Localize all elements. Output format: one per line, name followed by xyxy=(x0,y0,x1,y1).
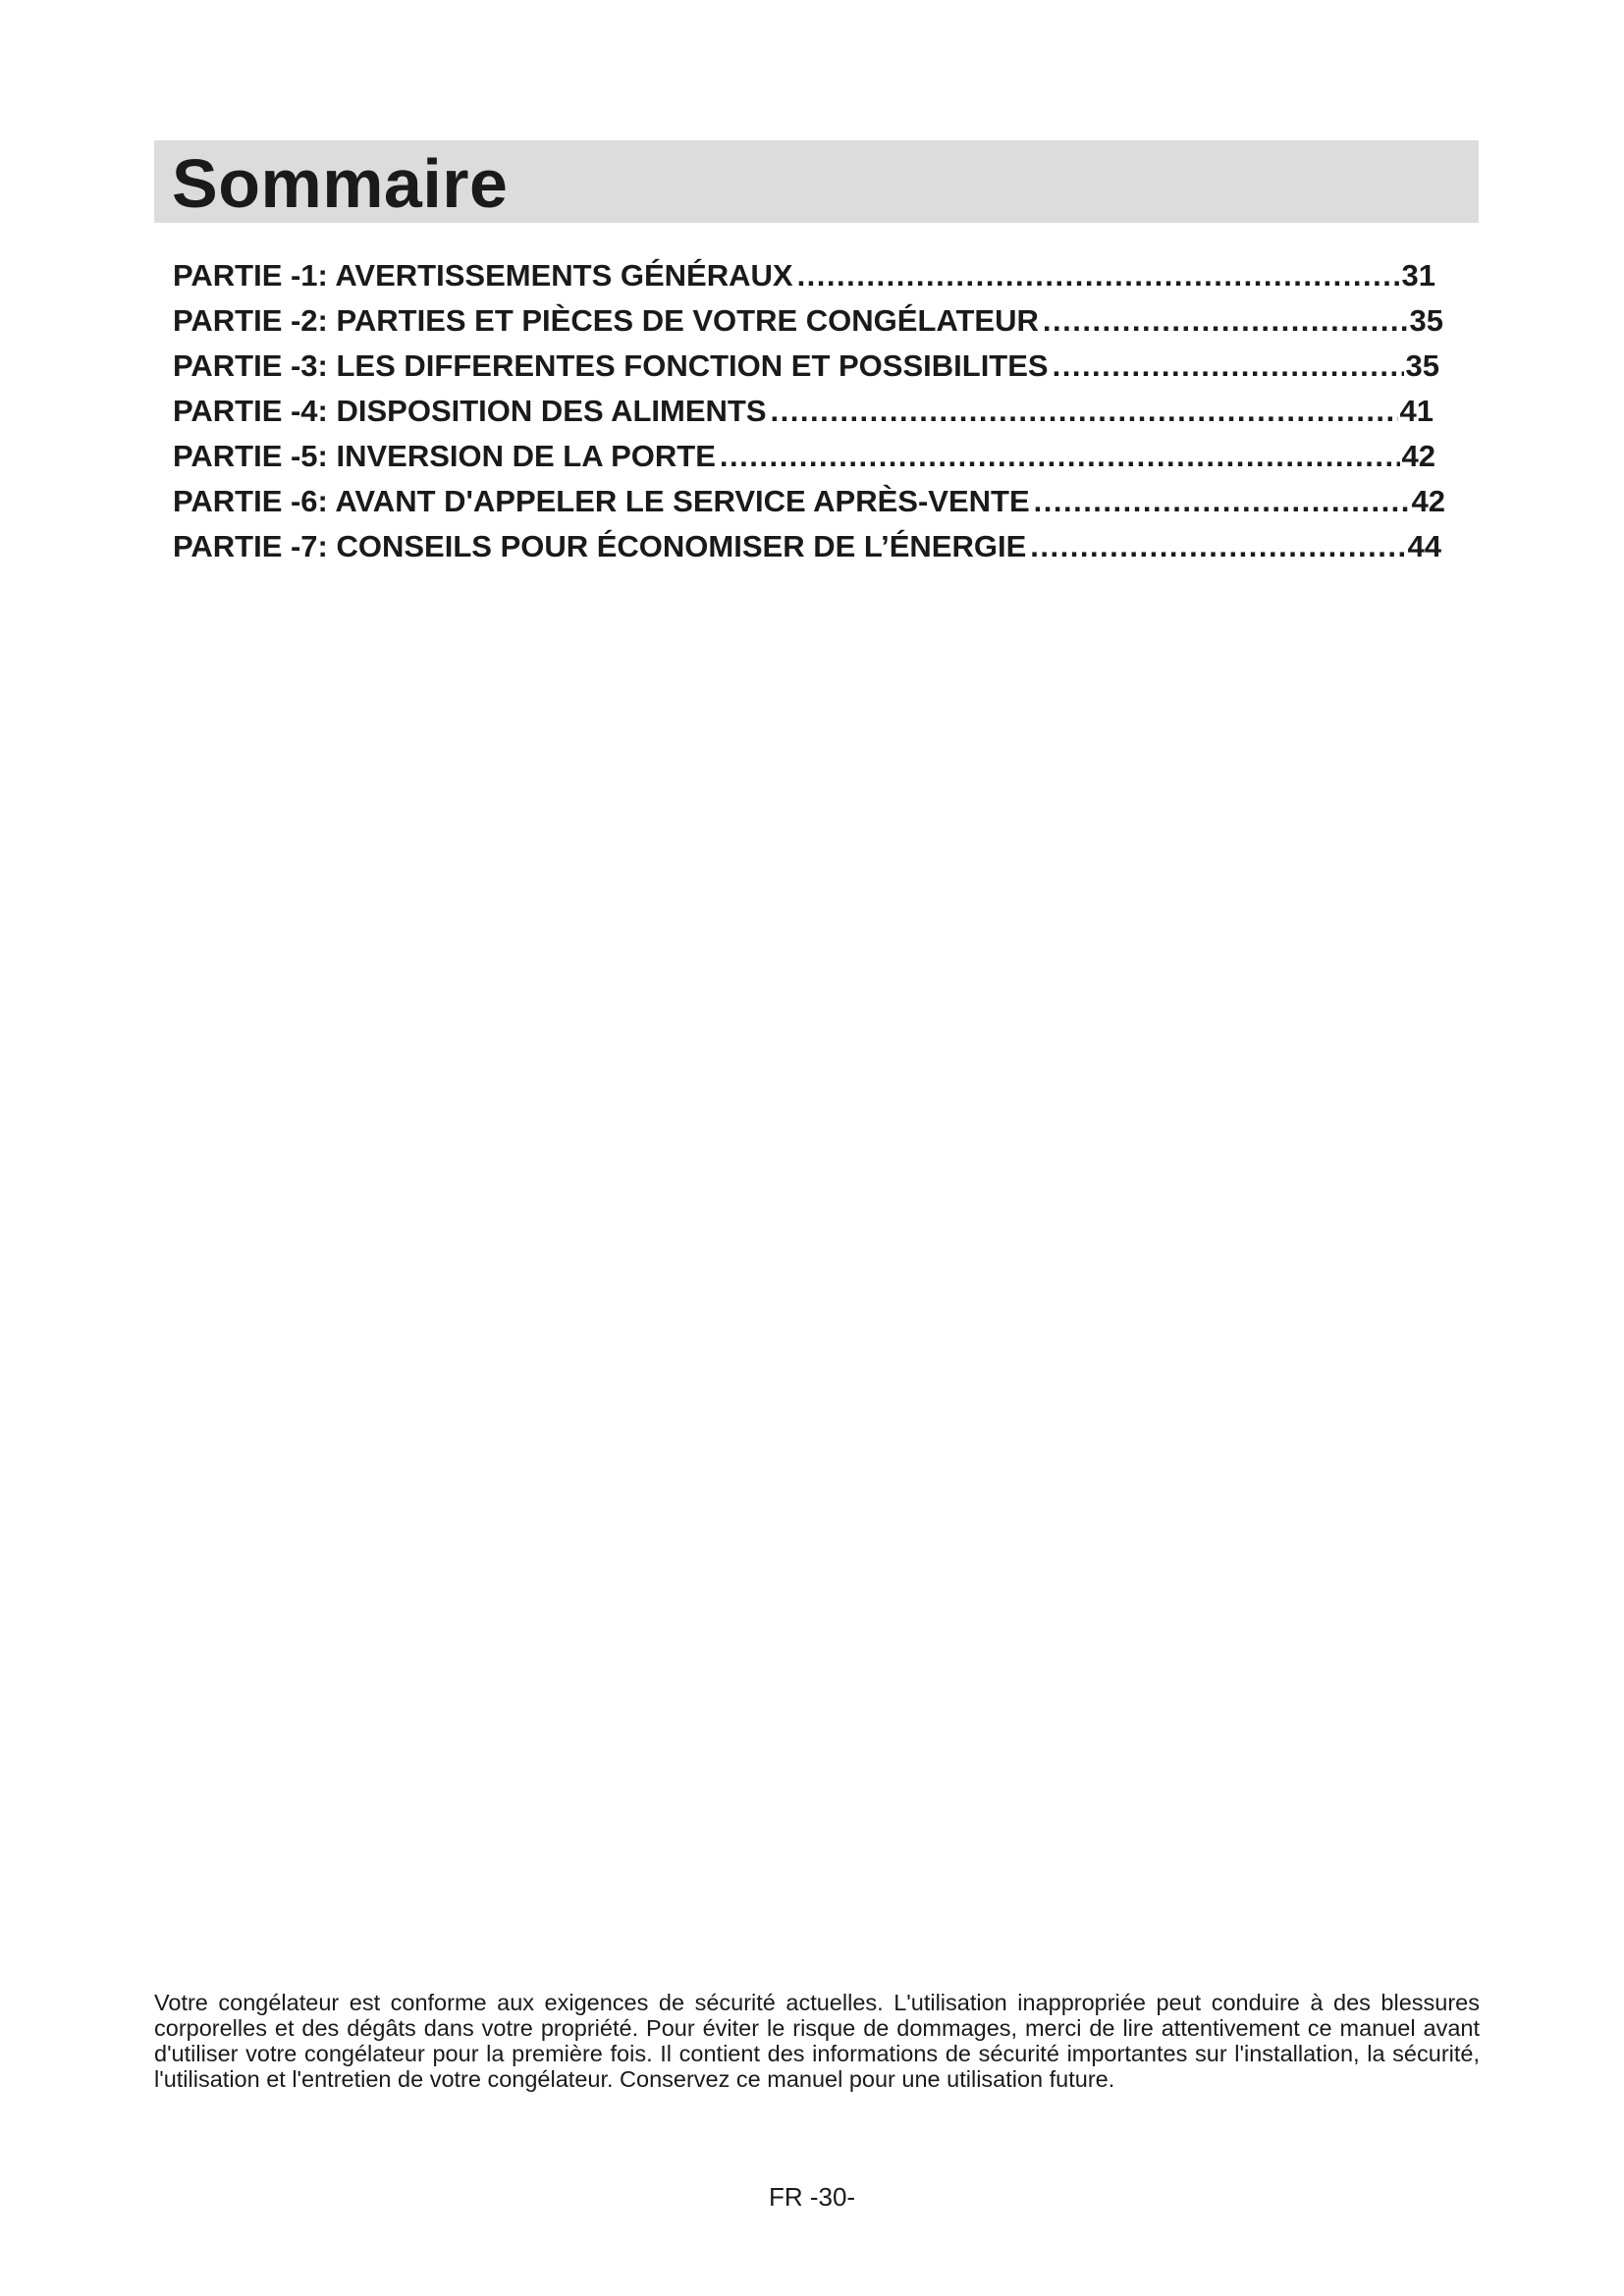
toc-entry-label: PARTIE -1: AVERTISSEMENTS GÉNÉRAUX xyxy=(173,258,793,293)
toc-entry-page: 35 xyxy=(1405,348,1439,383)
toc-entry-1[interactable] xyxy=(173,253,1435,298)
toc-dot-leader xyxy=(720,434,1400,479)
toc-entry-label: PARTIE -3: LES DIFFERENTES FONCTION ET POSSIBILITES xyxy=(173,348,1049,383)
toc-entry-4[interactable] xyxy=(173,389,1434,434)
toc-entry-page: 42 xyxy=(1411,484,1445,518)
toc-entry-page: 42 xyxy=(1401,439,1435,473)
table-of-contents xyxy=(173,253,1445,569)
toc-entry-page: 44 xyxy=(1407,529,1441,563)
page-number: FR -30- xyxy=(768,2182,856,2212)
toc-entry-5[interactable] xyxy=(173,434,1435,479)
toc-dot-leader xyxy=(1034,479,1410,524)
toc-dot-leader xyxy=(797,253,1400,298)
toc-entry-6[interactable] xyxy=(173,479,1445,524)
toc-dot-leader xyxy=(1043,298,1408,344)
toc-entry-7[interactable] xyxy=(173,524,1441,569)
toc-entry-page: 41 xyxy=(1399,394,1434,428)
toc-entry-2[interactable] xyxy=(173,298,1443,344)
toc-entry-3[interactable] xyxy=(173,344,1439,389)
toc-dot-leader xyxy=(1053,344,1404,389)
title-bar xyxy=(154,140,1479,223)
toc-dot-leader xyxy=(1030,524,1405,569)
toc-entry-label: PARTIE -6: AVANT D'APPELER LE SERVICE APRÈS-VENTE xyxy=(173,484,1030,518)
toc-entry-page: 35 xyxy=(1409,303,1443,338)
toc-entry-label: PARTIE -7: CONSEILS POUR ÉCONOMISER DE L’ÉNERGIE xyxy=(173,529,1027,563)
toc-entry-page: 31 xyxy=(1401,258,1435,293)
page-title: Sommaire xyxy=(172,145,509,222)
toc-entry-label: PARTIE -5: INVERSION DE LA PORTE xyxy=(173,439,716,473)
toc-entry-label: PARTIE -4: DISPOSITION DES ALIMENTS xyxy=(173,394,767,428)
toc-entry-label: PARTIE -2: PARTIES ET PIÈCES DE VOTRE CONGÉLATEUR xyxy=(173,303,1039,338)
safety-notice: Votre congélateur est conforme aux exigences de sécurité actuelles. L'utilisation inappropriée peut conduire à des blessures corporelles et des dégâts dans votre propriété. Pour éviter le risque de dommages, merci de lire attentivement ce manuel avant d'utiliser votre congélateur pour la première fois. Il contient des informations de sécurité importantes sur l'installation, la sécurité, l'utilisation et l'entretien de votre congélateur. Conservez ce manuel pour une utilisation future. xyxy=(154,1990,1480,2092)
toc-dot-leader xyxy=(771,389,1398,434)
